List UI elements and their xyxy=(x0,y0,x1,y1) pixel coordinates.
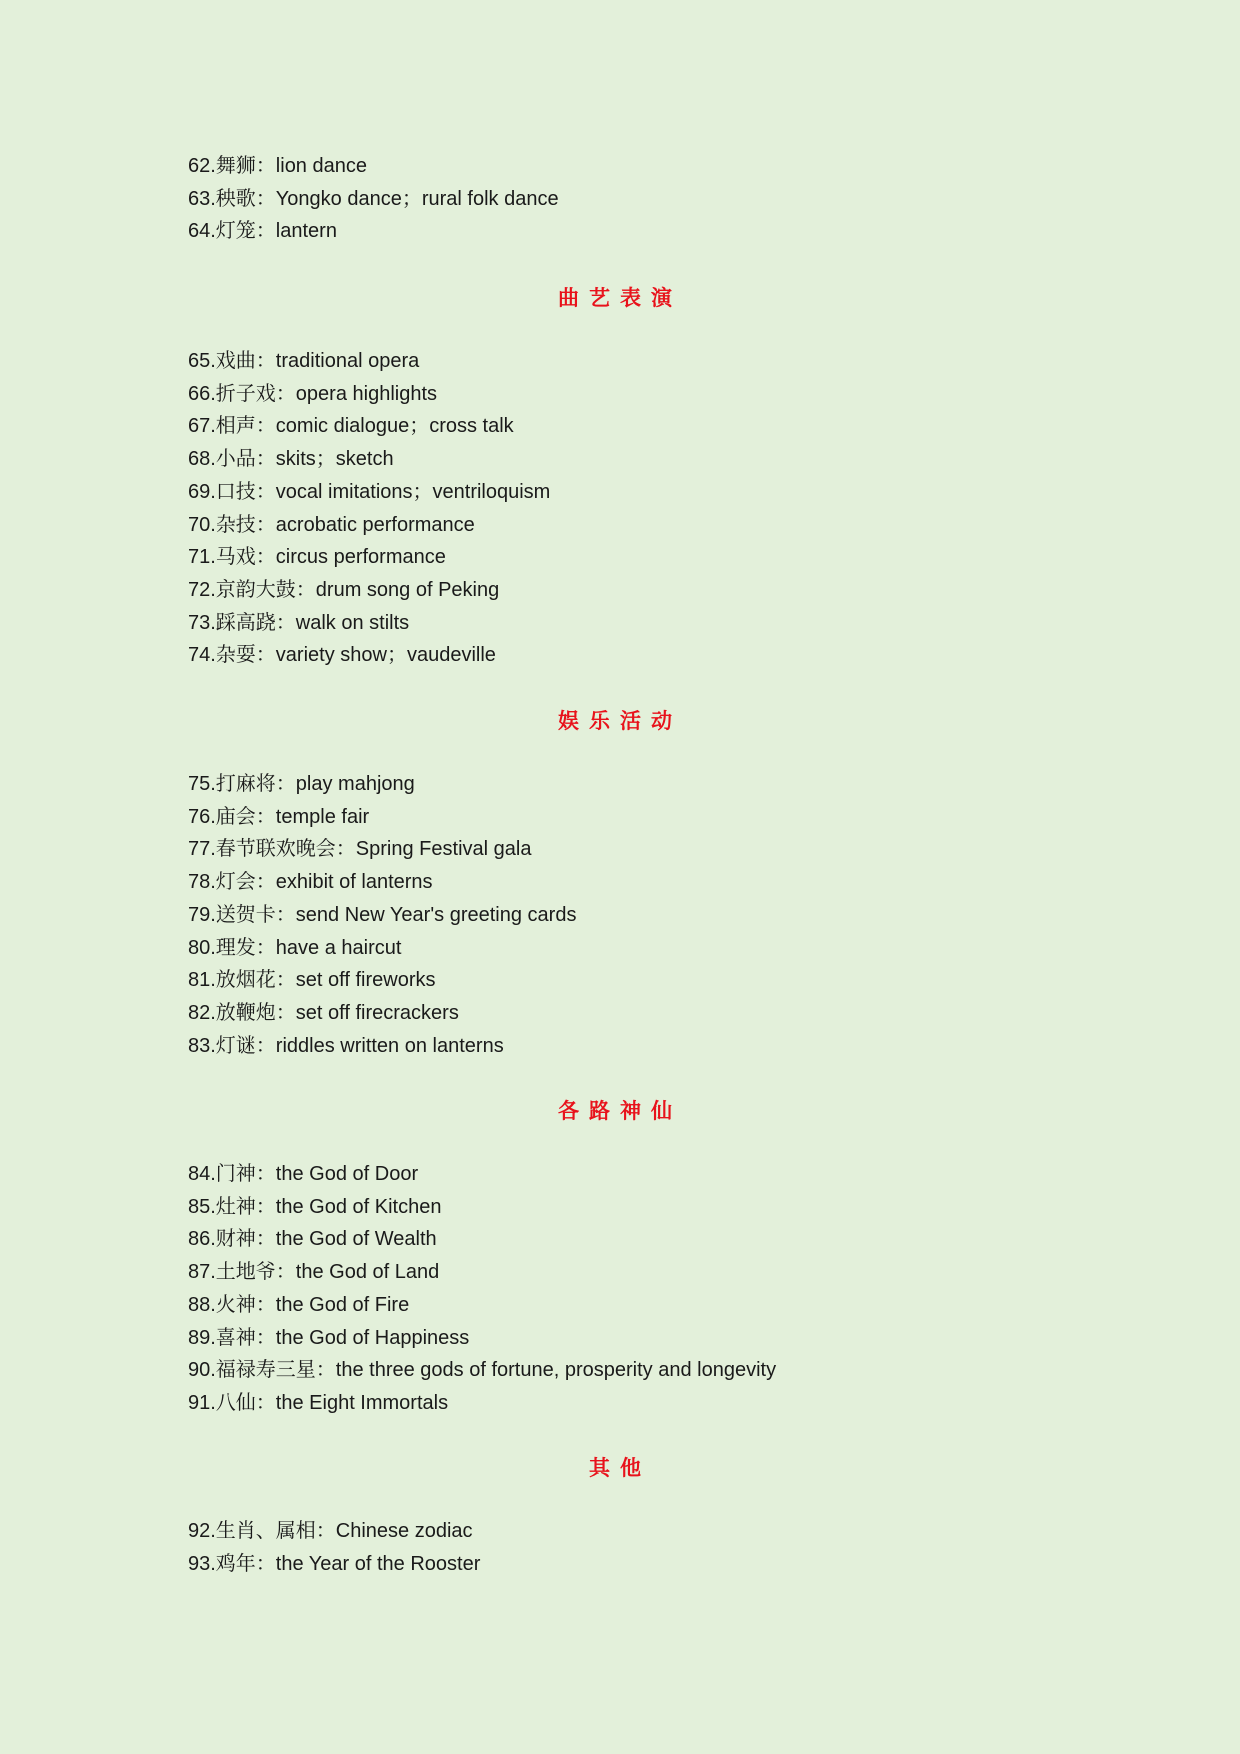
entry: 76.庙会：temple fair xyxy=(188,805,370,828)
entry: 82.放鞭炮：set off firecrackers xyxy=(188,1001,459,1024)
entry: 63.秧歌：Yongko dance；rural folk dance xyxy=(188,187,559,210)
entry: 83.灯谜：riddles written on lanterns xyxy=(188,1034,504,1057)
entry: 92.生肖、属相：Chinese zodiac xyxy=(188,1520,473,1542)
entry-list-deities xyxy=(188,1158,776,1420)
entry: 86.财神：the God of Wealth xyxy=(188,1228,437,1251)
entry: 93.鸡年：the Year of the Rooster xyxy=(188,1552,481,1575)
entry: 72.京韵大鼓：drum song of Peking xyxy=(188,578,500,601)
entry: 91.八仙：the Eight Immortals xyxy=(188,1391,449,1414)
entry: 77.春节联欢晚会：Spring Festival gala xyxy=(188,838,532,861)
entry-list-performances xyxy=(188,345,550,672)
entry: 68.小品：skits；sketch xyxy=(188,448,394,471)
entry: 67.相声：comic dialogue；cross talk xyxy=(188,415,514,438)
entry: 62.舞狮：lion dance xyxy=(188,155,367,177)
entry: 85.灶神：the God of Kitchen xyxy=(188,1195,442,1218)
entry: 78.灯会：exhibit of lanterns xyxy=(188,871,433,894)
entry: 80.理发：have a haircut xyxy=(188,936,402,959)
entry: 89.喜神：the God of Happiness xyxy=(188,1326,470,1349)
entry: 70.杂技：acrobatic performance xyxy=(188,513,475,536)
section-heading-others: 其他 xyxy=(589,1456,651,1480)
section-heading-performances: 曲艺表演 xyxy=(558,286,682,310)
entry: 79.送贺卡：send New Year's greeting cards xyxy=(188,903,577,926)
entry: 66.折子戏：opera highlights xyxy=(188,382,438,405)
entry: 73.踩高跷：walk on stilts xyxy=(188,611,410,634)
entry: 64.灯笼：lantern xyxy=(188,220,337,243)
section-heading-entertainment: 娱乐活动 xyxy=(558,709,682,733)
entry: 71.马戏：circus performance xyxy=(188,546,446,569)
section-heading-deities: 各路神仙 xyxy=(558,1099,682,1123)
entry: 74.杂耍：variety show；vaudeville xyxy=(188,644,496,667)
entry: 84.门神：the God of Door xyxy=(188,1163,419,1185)
entry: 81.放烟花：set off fireworks xyxy=(188,969,436,992)
entry: 88.火神：the God of Fire xyxy=(188,1293,410,1316)
entry: 90.福禄寿三星：the three gods of fortune, prosperity and longevity xyxy=(188,1359,777,1382)
entry-list-entertainment xyxy=(188,768,576,1062)
entry-list-intro xyxy=(188,150,559,248)
entry-list-others xyxy=(188,1515,480,1580)
entry: 65.戏曲：traditional opera xyxy=(188,350,420,372)
entry: 69.口技：vocal imitations；ventriloquism xyxy=(188,480,551,503)
entry: 75.打麻将：play mahjong xyxy=(188,773,415,795)
entry: 87.土地爷：the God of Land xyxy=(188,1261,440,1284)
